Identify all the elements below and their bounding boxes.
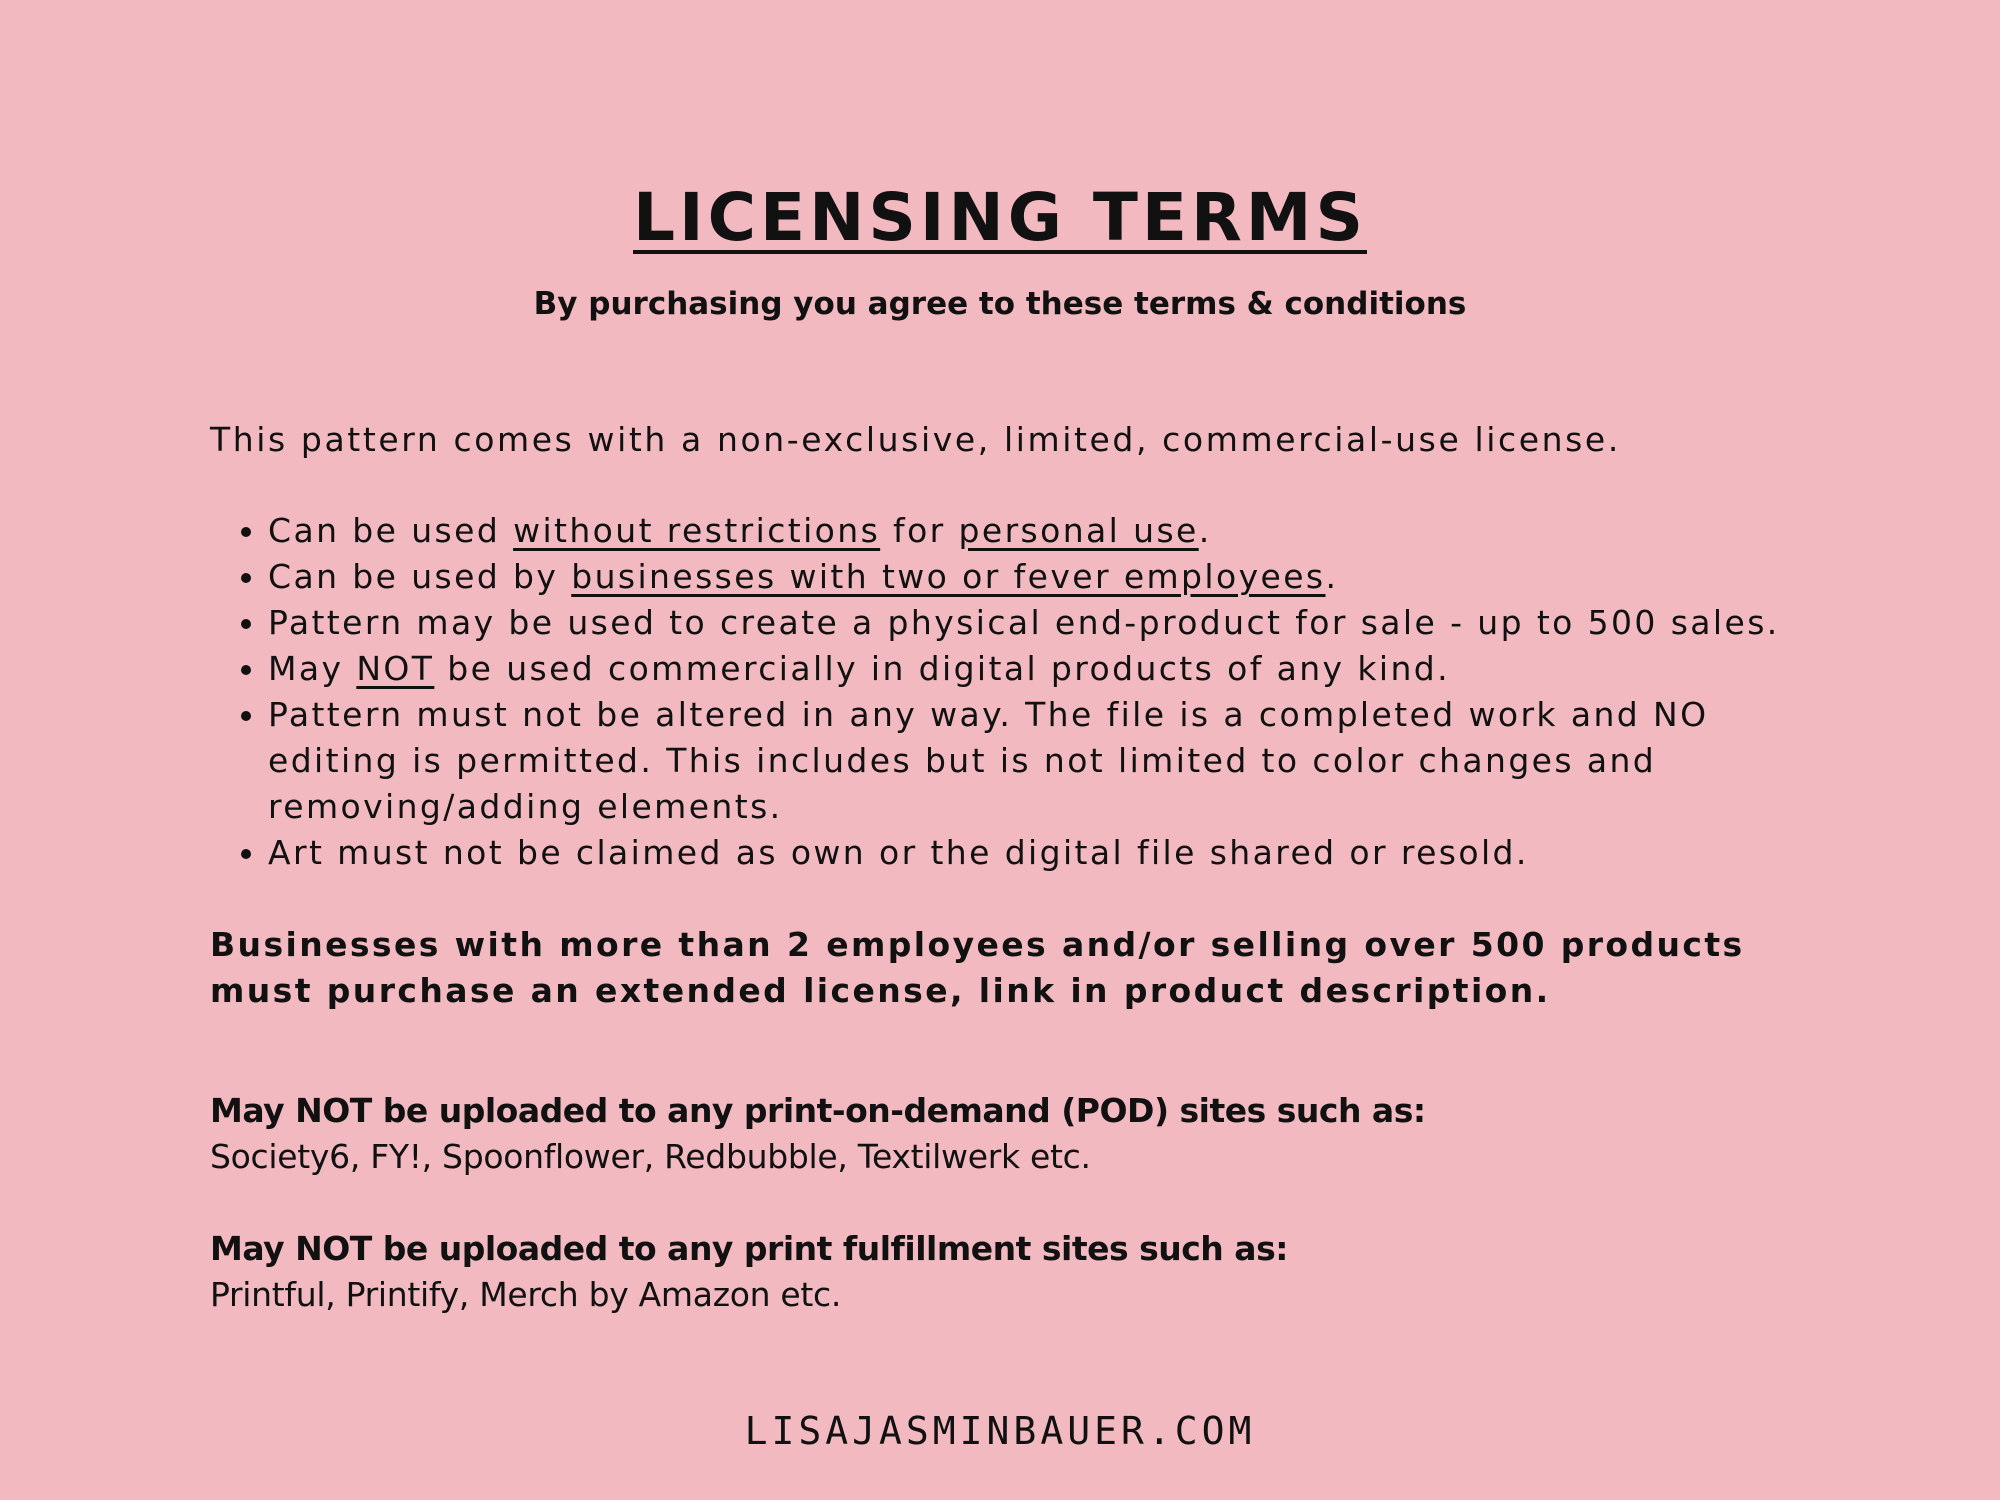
page-title [0, 178, 2000, 258]
term-underlined-text: without restrictions [513, 511, 881, 550]
pod-sites: Society6, FY!, Spoonflower, Redbubble, Textilwerk etc. [210, 1137, 1091, 1176]
term-no-resale: • Art must not be claimed as own or the digital file shared or resold. [268, 830, 1928, 876]
page-title-text: LICENSING TERMS [633, 179, 1367, 256]
fulfillment-sites: Printful, Printify, Merch by Amazon etc. [210, 1275, 842, 1314]
extended-license-notice [210, 922, 1910, 1014]
term-text: Can be used [268, 511, 514, 550]
term-line: editing is permitted. This includes but is not limited to color changes and [268, 741, 1657, 780]
notice-line: Businesses with more than 2 employees and/or selling over 500 products [210, 925, 1745, 964]
term-underlined-text: NOT [356, 649, 435, 688]
pod-heading: May NOT be uploaded to any print-on-demand (POD) sites such as: [210, 1091, 1426, 1130]
notice-line: must purchase an extended license, link in product description. [210, 971, 1551, 1010]
fulfillment-restriction [210, 1226, 1910, 1318]
pod-restriction [210, 1088, 1910, 1180]
term-no-alteration [268, 692, 1928, 830]
terms-list [210, 508, 1928, 876]
term-line: Pattern must not be altered in any way. The file is a completed work and NO [268, 695, 1709, 734]
term-underlined-text: personal use [958, 511, 1199, 550]
license-intro: This pattern comes with a non-exclusive, limited, commercial-use license. [210, 420, 1621, 459]
term-text: May [268, 649, 357, 688]
term-personal-use [268, 508, 1928, 554]
term-underlined-text: businesses with two or fever employees [571, 557, 1326, 596]
fulfillment-heading: May NOT be uploaded to any print fulfillment sites such as: [210, 1229, 1288, 1268]
term-no-digital [268, 646, 1928, 692]
term-text: . [1198, 511, 1212, 550]
term-text: . [1325, 557, 1339, 596]
term-text: Can be used by [268, 557, 572, 596]
term-physical-products: • Pattern may be used to create a physical end-product for sale - up to 500 sales. [268, 600, 1928, 646]
term-text: be used commercially in digital products of any kind. [434, 649, 1451, 688]
page-subtitle: By purchasing you agree to these terms & conditions [533, 286, 1467, 322]
term-text: for [880, 511, 959, 550]
term-small-business [268, 554, 1928, 600]
footer-website: LISAJASMINBAUER.COM [744, 1409, 1256, 1453]
term-line: removing/adding elements. [268, 787, 783, 826]
